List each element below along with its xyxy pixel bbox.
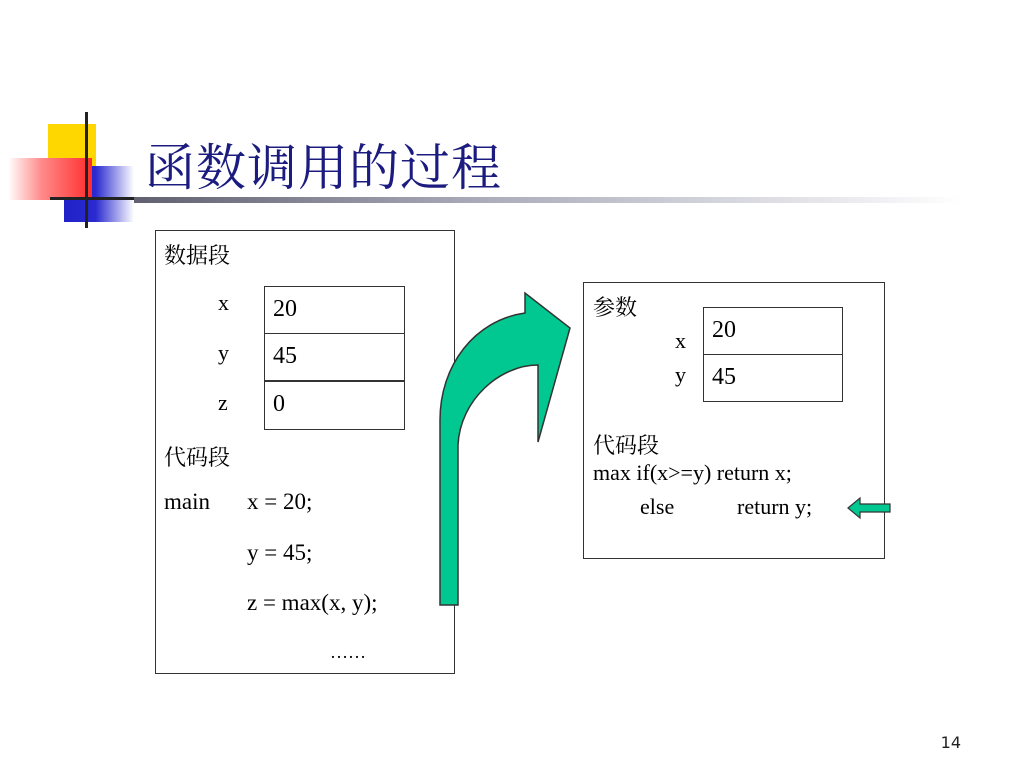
callee-code-line-1: max if(x>=y) return x; [593, 460, 792, 485]
page-number: 14 [940, 733, 961, 752]
title-decor-horizontal-line [50, 197, 146, 200]
code-line: y = 45; [247, 540, 313, 565]
var-cell-z: 0 [264, 381, 405, 430]
title-decor-vertical-line [85, 112, 88, 228]
title-decor-red-square [8, 158, 92, 200]
params-label: 参数 [593, 296, 638, 321]
call-arrow-icon [430, 225, 580, 610]
current-line-arrow-icon [846, 496, 894, 520]
param-name-x: x [675, 328, 686, 353]
var-name-y: y [218, 340, 229, 365]
code-line: z = max(x, y); [247, 590, 378, 615]
param-name-y: y [675, 362, 686, 387]
var-cell-y: 45 [264, 333, 405, 381]
var-name-x: x [218, 290, 229, 315]
param-cell-y: 45 [703, 354, 843, 402]
callee-code-return-y: return y; [737, 494, 813, 519]
data-segment-label: 数据段 [164, 244, 231, 269]
var-name-z: z [218, 390, 228, 415]
callee-code-else: else [640, 494, 675, 519]
callee-code-segment-label: 代码段 [593, 434, 660, 459]
code-segment-label: 代码段 [164, 446, 231, 471]
slide-title: 函数调用的过程 [145, 139, 502, 197]
code-ellipsis: …… [330, 642, 366, 662]
function-name-main: main [164, 489, 210, 514]
code-line: x = 20; [247, 489, 313, 514]
param-cell-x: 20 [703, 307, 843, 355]
var-cell-x: 20 [264, 286, 405, 334]
